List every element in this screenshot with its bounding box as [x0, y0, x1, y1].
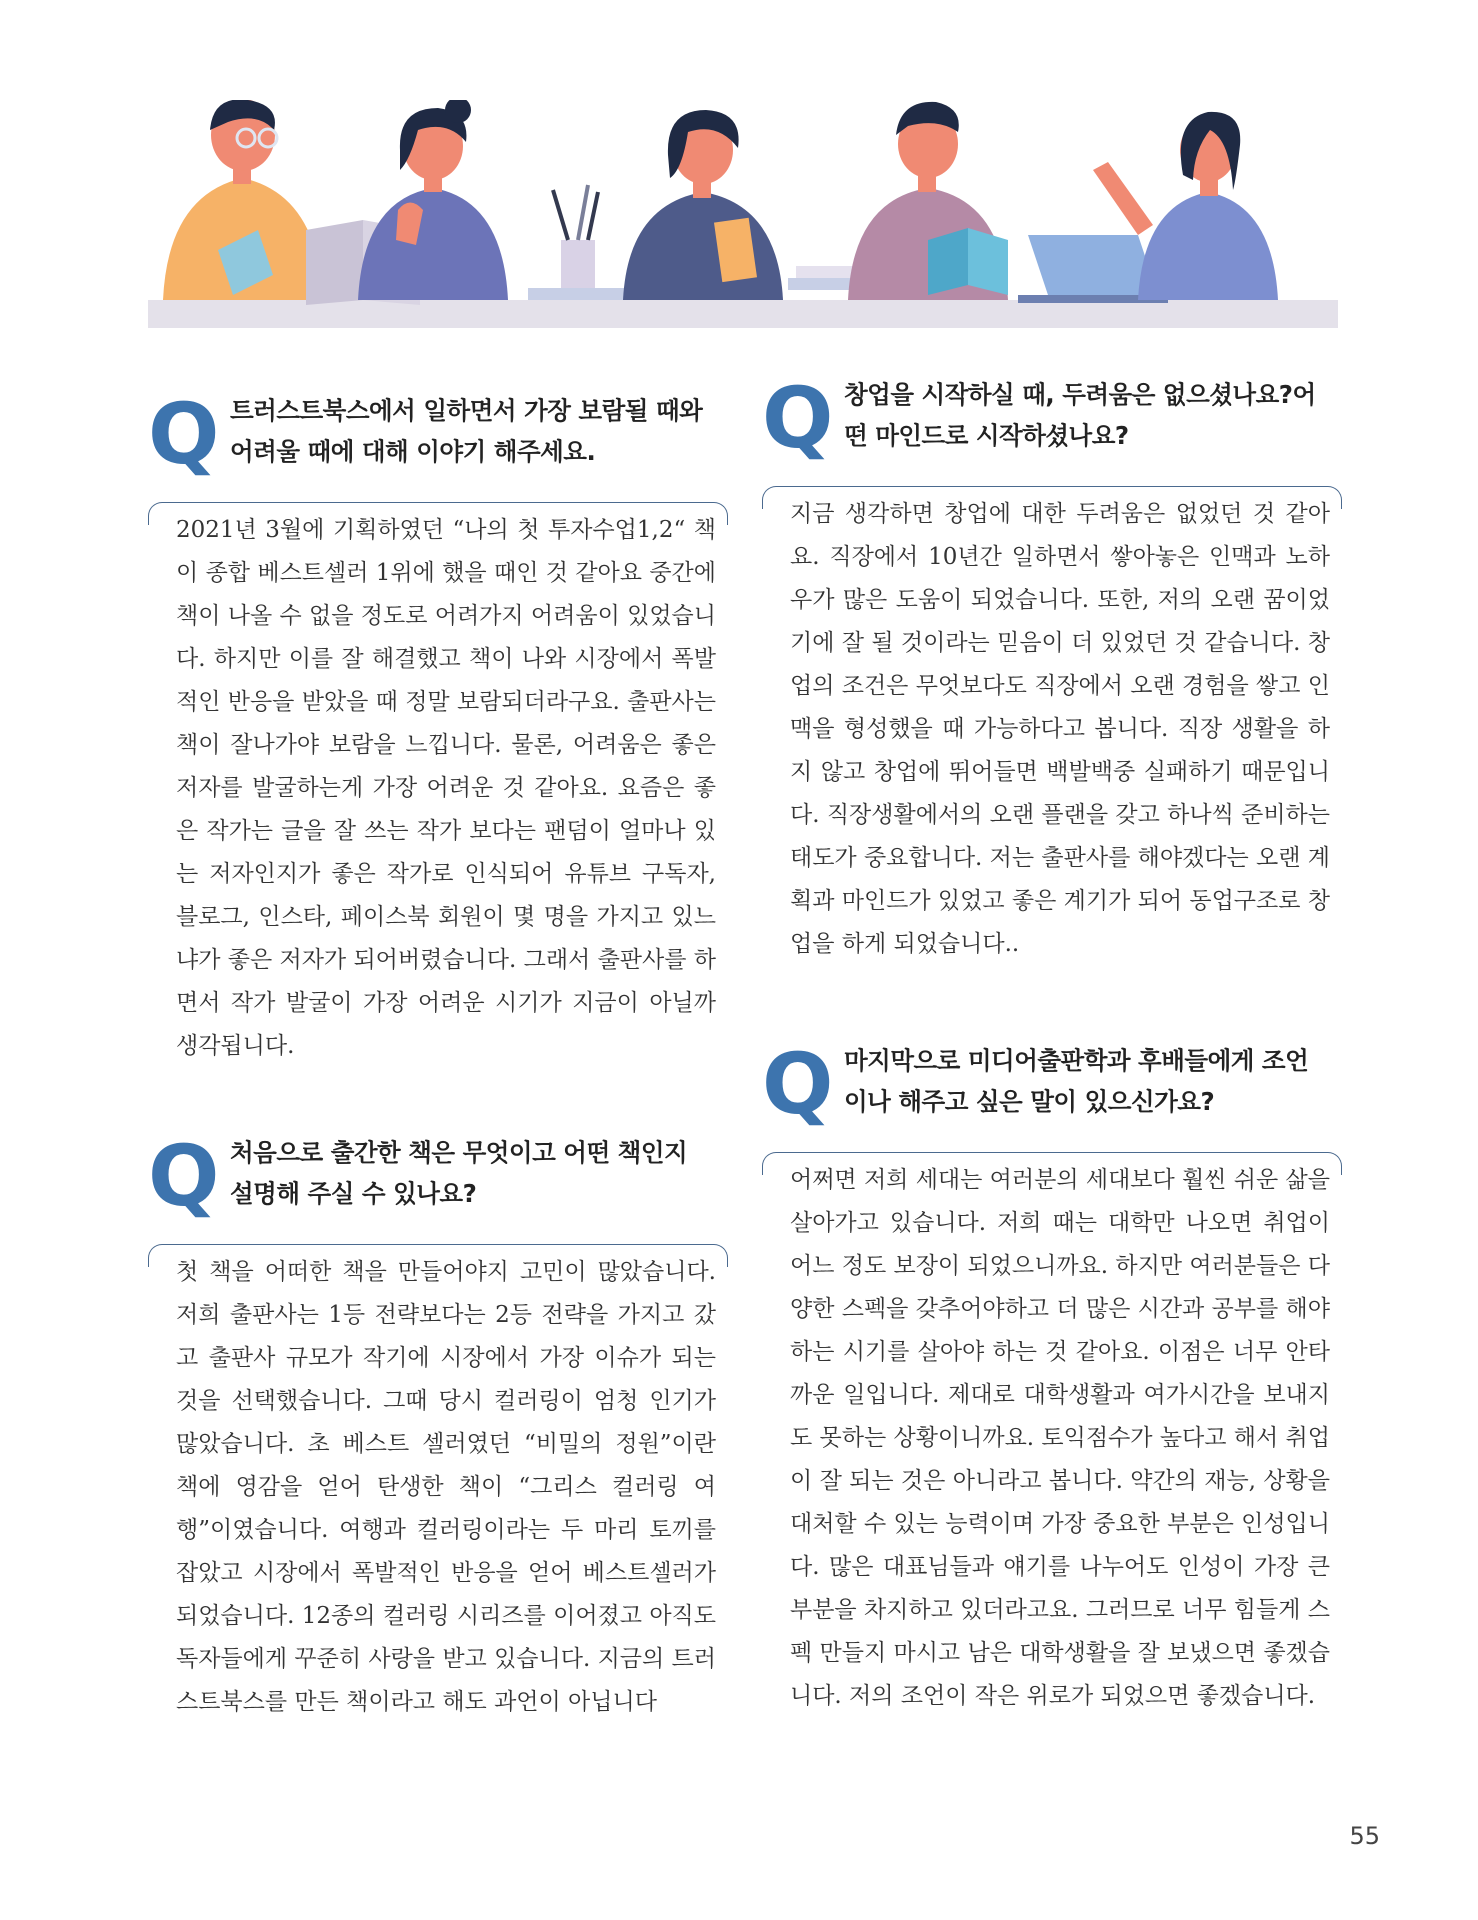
answer-frame	[762, 1152, 1342, 1175]
answer-text: 첫 책을 어떠한 책을 만들어야지 고민이 많았습니다. 저희 출판사는 1등 전략보다는 2등 전략을 가지고 갔고 출판사 규모가 작기에 시장에서 가장 이슈가 되는 것을 선택했습니다. 그때 당시 컬러링이 엄청 인기가 많았습니다. 초 베스트 셀러였던 “비밀의 정원”이란 책에 영감을 얻어 탄생한 책이 “그리스 컬러링 여행”이였습니다. 여행과 컬러링이라는 두 마리 토끼를 잡았고 시장에서 폭발적인 반응을 얻어 베스트셀러가 되었습니다. 12종의 컬러링 시리즈를 이어졌고 아직도 독자들에게 꾸준히 사랑을 받고 있습니다. 지금의 트러스트북스를 만든 책이라고 해도 과언이 아닙니다	[176, 1259, 716, 1715]
question-line: 창업을 시작하실 때, 두려움은 없으셨나요?어	[844, 380, 1316, 409]
reading-people-illustration	[148, 100, 1338, 330]
qa-block-1	[148, 385, 728, 1068]
question-line: 설명해 주실 수 있나요?	[230, 1179, 477, 1208]
person-bun-icon	[358, 100, 508, 300]
answer-text: 2021년 3월에 기획하였던 “나의 첫 투자수업1,2“ 책이 종합 베스트셀러 1위에 했을 때인 것 같아요 중간에 책이 나올 수 없을 정도로 어려가지 어려움이 있었습니다. 하지만 이를 잘 해결했고 책이 나와 시장에서 폭발적인 반응을 받았을 때 정말 보람되더라구요. 출판사는 책이 잘나가야 보람을 느낍니다. 물론, 어려움은 좋은 저자를 발굴하는게 가장 어려운 것 같아요. 요즘은 좋은 작가는 글을 잘 쓰는 작가 보다는 팬덤이 얼마나 있는 저자인지가 좋은 작가로 인식되어 유튜브 구독자, 블로그, 인스타, 페이스북 회원이 몇 명을 가지고 있느냐가 좋은 저자가 되어버렸습니다. 그래서 출판사를 하면서 작가 발굴이 가장 어려운 시기가 지금이 아닐까 생각됩니다.	[176, 517, 716, 1059]
question-text	[230, 390, 728, 472]
answer-frame	[148, 1244, 728, 1267]
question-header	[762, 1035, 1342, 1133]
q-mark: Q	[762, 369, 834, 467]
question-header	[148, 1127, 728, 1225]
answer-text: 어쩌면 저희 세대는 여러분의 세대보다 훨씬 쉬운 삶을 살아가고 있습니다. 저희 때는 대학만 나오면 취업이 어느 정도 보장이 되었으니까요. 하지만 여러분들은 다양한 스펙을 갖추어야하고 더 많은 시간과 공부를 해야 하는 시기를 살아야 하는 것 같아요. 이점은 너무 안타까운 일입니다. 제대로 대학생활과 여가시간을 보내지도 못하는 상황이니까요. 토익점수가 높다고 해서 취업이 잘 되는 것은 아니라고 봅니다. 약간의 재능, 상황을 대처할 수 있는 능력이며 가장 중요한 부분은 인성입니다. 많은 대표님들과 얘기를 나누어도 인성이 가장 큰 부분을 차지하고 있더라고요. 그러므로 너무 힘들게 스펙 만들지 마시고 남은 대학생활을 잘 보냈으면 좋겠습니다. 저의 조언이 작은 위로가 되었으면 좋겠습니다.	[790, 1167, 1330, 1709]
page-number: 55	[1349, 1822, 1380, 1850]
question-line: 이나 해주고 싶은 말이 있으신가요?	[844, 1087, 1215, 1116]
q-mark: Q	[148, 1127, 220, 1225]
question-header	[148, 385, 728, 483]
question-line: 떤 마인드로 시작하셨나요?	[844, 421, 1129, 450]
answer-frame	[762, 486, 1342, 509]
question-line: 마지막으로 미디어출판학과 후배들에게 조언	[844, 1046, 1309, 1075]
answer-frame	[148, 502, 728, 525]
question-line: 처음으로 출간한 책은 무엇이고 어떤 책인지	[230, 1138, 688, 1167]
question-header	[762, 369, 1342, 467]
qa-block-2	[148, 1127, 728, 1724]
person-center-icon	[623, 110, 783, 300]
question-line: 어려울 때에 대해 이야기 해주세요.	[230, 437, 596, 466]
q-mark: Q	[148, 385, 220, 483]
question-text	[230, 1132, 728, 1214]
question-text	[844, 374, 1342, 456]
question-line: 트러스트북스에서 일하면서 가장 보람될 때와	[230, 396, 703, 425]
person-glasses-icon	[163, 100, 323, 300]
person-mauve-icon	[848, 102, 1008, 300]
q-mark: Q	[762, 1035, 834, 1133]
qa-block-4	[762, 1035, 1342, 1718]
qa-block-3	[762, 369, 1342, 966]
answer-text: 지금 생각하면 창업에 대한 두려움은 없었던 것 같아요. 직장에서 10년간 일하면서 쌓아놓은 인맥과 노하우가 많은 도움이 되었습니다. 또한, 저의 오랜 꿈이었기에 잘 될 것이라는 믿음이 더 있었던 것 같습니다. 창업의 조건은 무엇보다도 직장에서 오랜 경험을 쌓고 인맥을 형성했을 때 가능하다고 봅니다. 직장 생활을 하지 않고 창업에 뛰어들면 백발백중 실패하기 때문입니다. 직장생활에서의 오랜 플랜을 갖고 하나씩 준비하는 태도가 중요합니다. 저는 출판사를 해야겠다는 오랜 계획과 마인드가 있었고 좋은 계기가 되어 동업구조로 창업을 하게 되었습니다..	[790, 501, 1330, 957]
question-text	[844, 1040, 1342, 1122]
